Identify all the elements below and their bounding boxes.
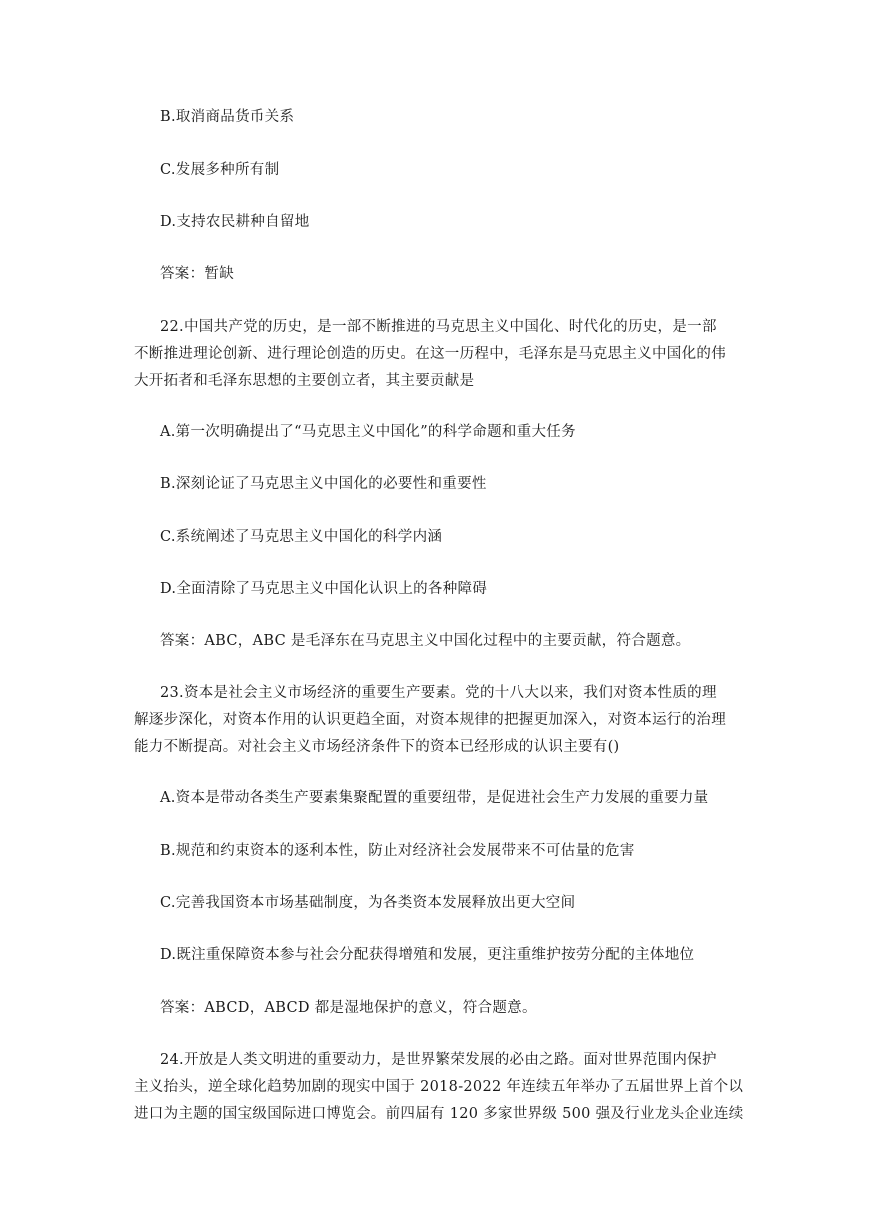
q22-stem-line: 不断推进理论创新、进行理论创造的历史。在这一历程中，毛泽东是马克思主义中国化的伟 bbox=[134, 346, 726, 362]
q22-option-d: D.全面清除了马克思主义中国化认识上的各种障碍 bbox=[160, 581, 488, 597]
q22-option-b: B.深刻论证了马克思主义中国化的必要性和重要性 bbox=[160, 476, 487, 492]
q23-stem-line: 解逐步深化，对资本作用的认识更趋全面，对资本规律的把握更加深入，对资本运行的治理 bbox=[134, 712, 726, 728]
q24-stem-line: 主义抬头，逆全球化趋势加剧的现实中国于 2018-2022 年连续五年举办了五届世界上首个以 bbox=[134, 1079, 744, 1095]
q23-stem-line: 23.资本是社会主义市场经济的重要生产要素。党的十八大以来，我们对资本性质的理 bbox=[160, 685, 717, 701]
q22-stem-line: 22.中国共产党的历史，是一部不断推进的马克思主义中国化、时代化的历史，是一部 bbox=[160, 319, 717, 335]
q24-stem-line: 24.开放是人类文明进的重要动力，是世界繁荣发展的必由之路。面对世界范围内保护 bbox=[160, 1052, 717, 1068]
q22-option-a: A.第一次明确提出了“马克思主义中国化”的科学命题和重大任务 bbox=[160, 424, 576, 440]
q22-answer: 答案：ABC，ABC 是毛泽东在马克思主义中国化过程中的主要贡献，符合题意。 bbox=[160, 633, 691, 649]
q23-option-d: D.既注重保障资本参与社会分配获得增殖和发展，更注重维护按劳分配的主体地位 bbox=[160, 947, 695, 963]
q24-stem bbox=[134, 1047, 746, 1128]
q21-option-b: B.取消商品货币关系 bbox=[160, 109, 295, 125]
q22-option-c: C.系统阐述了马克思主义中国化的科学内涵 bbox=[160, 529, 443, 545]
q23-option-b: B.规范和约束资本的逐利本性，防止对经济社会发展带来不可估量的危害 bbox=[160, 843, 635, 859]
q23-option-c: C.完善我国资本市场基础制度，为各类资本发展释放出更大空间 bbox=[160, 895, 576, 911]
q22-stem-line: 大开拓者和毛泽东思想的主要创立者，其主要贡献是 bbox=[134, 373, 475, 389]
q21-option-c: C.发展多种所有制 bbox=[160, 162, 280, 178]
q23-stem-line: 能力不断提高。对社会主义市场经济条件下的资本已经形成的认识主要有() bbox=[134, 739, 620, 755]
q21-answer: 答案：暂缺 bbox=[160, 266, 234, 282]
q23-option-a: A.资本是带动各类生产要素集聚配置的重要纽带，是促进社会生产力发展的重要力量 bbox=[160, 790, 709, 806]
q23-stem bbox=[134, 680, 746, 761]
q22-stem bbox=[134, 314, 746, 395]
q23-answer: 答案：ABCD，ABCD 都是湿地保护的意义，符合题意。 bbox=[160, 1000, 537, 1016]
q24-stem-line: 进口为主题的国宝级国际进口博览会。前四届有 120 多家世界级 500 强及行业龙头企业连续 bbox=[134, 1106, 744, 1122]
q21-option-d: D.支持农民耕种自留地 bbox=[160, 214, 310, 230]
